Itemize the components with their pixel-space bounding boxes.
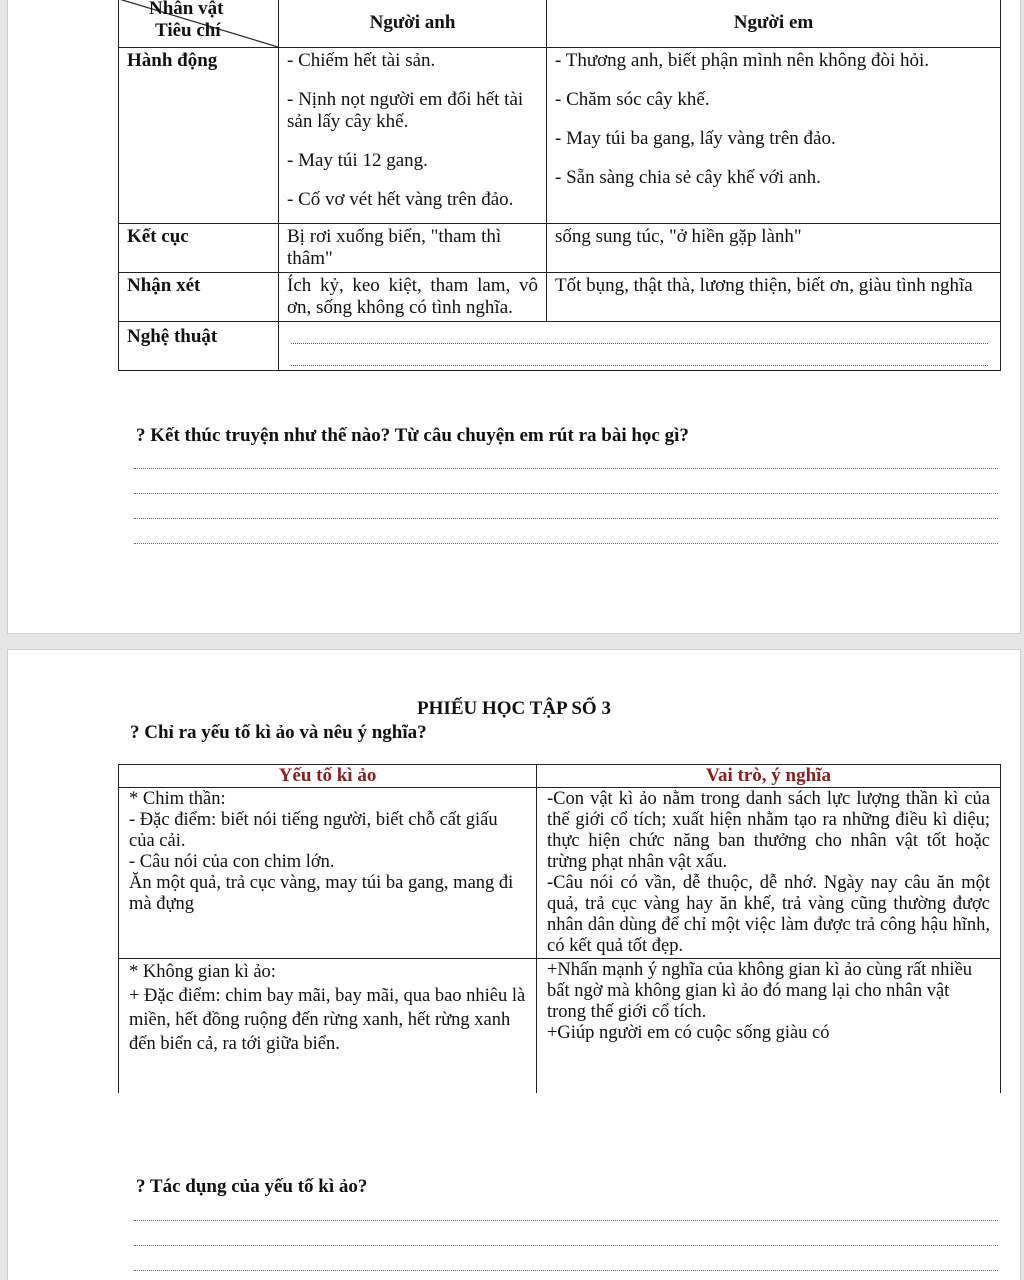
row-label-ket-cuc: Kết cục [119, 224, 279, 273]
table-row [119, 224, 1001, 273]
table-row [119, 273, 1001, 322]
character-comparison-table [118, 0, 1001, 371]
anh-remark-cell: Ích kỷ, keo kiệt, tham lam, vô ơn, sống không có tình nghĩa. [279, 273, 547, 322]
list-item: - Cố vơ vét hết vàng trên đảo. [287, 189, 514, 210]
art-answer-cell [279, 322, 1001, 371]
list-item: * Không gian kì ảo: [129, 962, 276, 982]
dotted-line [134, 444, 998, 469]
list-item: - May túi 12 gang. [287, 150, 428, 171]
table-row [119, 959, 1001, 1094]
em-actions-cell [547, 48, 1001, 224]
dotted-line [134, 519, 998, 544]
question-magic-effect: ? Tác dụng của yếu tố kì ảo? [136, 1176, 368, 1197]
list-item: - Sẵn sàng chia sẻ cây khế với anh. [555, 167, 821, 188]
list-item: -Con vật kì ảo nằm trong danh sách lực lượng thần kì của thế giới cổ tích; xuất hiện nhằm tạo ra những điều kì diệu; thực hiện chức năng ban thưởng cho nhân vật tốt hoặc trừng phạt nhân vật xấu. [547, 789, 990, 872]
answer-lines [134, 1196, 998, 1271]
list-item: +Giúp người em có cuộc sống giàu có [547, 1023, 830, 1043]
question-ending-lesson: ? Kết thúc truyện như thế nào? Từ câu chuyện em rút ra bài học gì? [136, 425, 689, 446]
magic-bird-meaning-cell [537, 788, 1001, 959]
magic-bird-cell [119, 788, 537, 959]
magic-elements-table [118, 764, 1001, 1093]
em-outcome-cell: sống sung túc, "ở hiền gặp lành" [547, 224, 1001, 273]
em-remark-cell: Tốt bụng, thật thà, lương thiện, biết ơn, giàu tình nghĩa [547, 273, 1001, 322]
anh-actions-cell [279, 48, 547, 224]
dotted-line [134, 1246, 998, 1271]
question-magic-elements: ? Chỉ ra yếu tố kì ảo và nêu ý nghĩa? [130, 722, 427, 743]
list-item: - Đặc điểm: biết nói tiếng người, biết chỗ cất giấu của cải. [129, 810, 498, 851]
list-item: - Nịnh nọt người em đổi hết tài sản lấy cây khế. [287, 89, 524, 132]
list-item: - Chiếm hết tài sản. [287, 50, 436, 71]
list-item: - Câu nói của con chim lớn. [129, 852, 335, 872]
dotted-line [291, 344, 988, 366]
list-item: +Nhấn mạnh ý nghĩa của không gian kì ảo cùng rất nhiều bất ngờ mà không gian kì ảo đó mang lại cho nhân vật trong thế giới cổ tích. [547, 960, 973, 1022]
magic-space-meaning-cell [537, 959, 1001, 1094]
list-item: - Thương anh, biết phận mình nên không đòi hỏi. [555, 50, 930, 71]
list-item: - Chăm sóc cây khế. [555, 89, 710, 110]
dotted-line [134, 469, 998, 494]
row-label-nghe-thuat: Nghệ thuật [119, 322, 279, 371]
worksheet-title: PHIẾU HỌC TẬP SỐ 3 [417, 698, 611, 719]
dotted-line [291, 322, 988, 344]
diag-bottom-label: Tiêu chí [155, 20, 221, 41]
list-item: - May túi ba gang, lấy vàng trên đảo. [555, 128, 836, 149]
col-header-em: Người em [547, 0, 1001, 48]
document-page-2 [8, 650, 1020, 1280]
magic-space-cell [119, 959, 537, 1094]
row-label-nhan-xet: Nhận xét [119, 273, 279, 322]
table-header-row [119, 765, 1001, 788]
col-header-anh: Người anh [279, 0, 547, 48]
dotted-line [134, 1196, 998, 1221]
table-row [119, 788, 1001, 959]
row-label-hanh-dong: Hành động [119, 48, 279, 224]
list-item: + Đặc điểm: chim bay mãi, bay mãi, qua bao nhiêu là miền, hết đồng ruộng đến rừng xanh, hết rừng xanh đến biển cả, ra tới giữa biển. [129, 986, 526, 1054]
col-header-magic: Yếu tố kì ảo [119, 765, 537, 788]
document-page-1 [8, 0, 1020, 633]
table-row [119, 322, 1001, 371]
dotted-line [134, 494, 998, 519]
dotted-line [134, 1221, 998, 1246]
list-item: Ăn một quả, trả cục vàng, may túi ba gang, mang đi mà đựng [129, 873, 514, 914]
diagonal-header-cell [119, 0, 279, 48]
answer-lines [134, 444, 998, 544]
col-header-role: Vai trò, ý nghĩa [537, 765, 1001, 788]
diag-top-label: Nhân vật [149, 0, 224, 19]
anh-outcome-cell: Bị rơi xuống biển, "tham thì thâm" [279, 224, 547, 273]
table-row [119, 48, 1001, 224]
list-item: * Chim thần: [129, 789, 226, 809]
table-header-row [119, 0, 1001, 48]
list-item: -Câu nói có vần, dễ thuộc, dễ nhớ. Ngày nay câu ăn một quả, trả cục vàng hay ăn khế, trả vàng cũng thường được nhân dân dùng để chỉ một việc làm được trả công hậu hĩnh, có kết quả tốt đẹp. [547, 873, 990, 956]
